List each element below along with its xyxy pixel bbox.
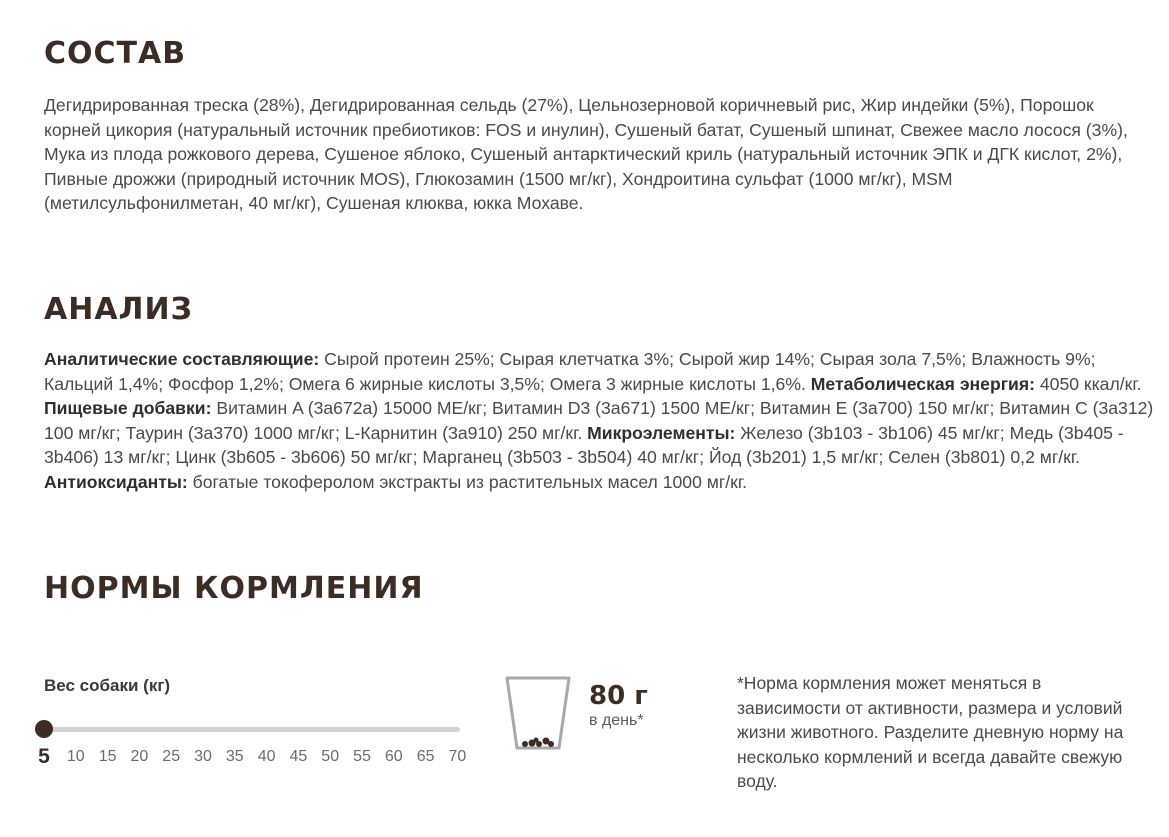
weight-tick-35[interactable]: 35: [225, 748, 244, 765]
composition-title: СОСТАВ: [44, 36, 187, 71]
weight-tick-70[interactable]: 70: [448, 748, 467, 765]
feeding-note: *Норма кормления может меняться в зависимости от активности, размера и условий жизни животного. Разделите дневную норму на несколько кормлений и всегда давайте свежую воду.: [737, 673, 1124, 791]
weight-tick-45[interactable]: 45: [289, 748, 308, 765]
daily-amount-value: 80 г: [589, 681, 648, 711]
analysis-label-trace: Микроэлементы:: [587, 422, 736, 443]
weight-tick-15[interactable]: 15: [98, 748, 117, 765]
weight-tick-60[interactable]: 60: [384, 748, 403, 765]
analysis-text-energy: 4050 ккал/кг.: [1034, 373, 1142, 394]
analysis-text: [44, 347, 1154, 494]
analysis-text-antioxidants: богатые токоферолом экстракты из растительных масел 1000 мг/кг.: [187, 471, 747, 492]
weight-slider-handle[interactable]: [35, 720, 53, 738]
weight-slider-track[interactable]: [44, 727, 460, 732]
weight-tick-40[interactable]: 40: [257, 748, 276, 765]
weight-tick-55[interactable]: 55: [353, 748, 371, 765]
analysis-title: АНАЛИЗ: [44, 292, 193, 327]
weight-tick-5[interactable]: 5: [38, 745, 50, 768]
weight-tick-65[interactable]: 65: [416, 748, 435, 765]
analysis-text-additives: Витамин A (3a672a) 15000 МЕ/кг; Витамин D3 (3a671) 1500 МЕ/кг; Витамин E (3a700) 150 мг/кг; Витамин C (3a312) 100 мг/кг; Таурин (3a370) 1000 мг/кг; L-Карнитин (3a910) 250 мг/кг.: [44, 398, 1154, 443]
dog-weight-label: Вес собаки (кг): [44, 676, 171, 695]
analysis-label-energy: Метаболическая энергия:: [810, 373, 1035, 394]
weight-tick-50[interactable]: 50: [321, 748, 340, 765]
weight-tick-30[interactable]: 30: [194, 748, 212, 765]
weight-tick-25[interactable]: 25: [162, 748, 181, 765]
composition-text: Дегидрированная треска (28%), Дегидрированная сельдь (27%), Цельнозерновой коричневый рис, Жир индейки (5%), Порошок корней цикория (натуральный источник пребиотиков: FOS и инулин), Сушеный батат, Сушеный шпинат, Свежее масло лосося (3%), Мука из плода рожкового дерева, Сушеное яблоко, Сушеный антарктический криль (натуральный источник ЭПК и ДГК кислот, 2%), Пивные дрожжи (природный источник MOS), Глюкозамин (1500 мг/кг), Хондроитина сульфат (1000 мг/кг), MSM (метилсульфонилметан, 40 мг/кг), Сушеная клюква, юкка Мохаве.: [44, 95, 1128, 213]
analysis-label-antioxidants: Антиоксиданты:: [44, 471, 188, 492]
analysis-label-analytical: Аналитические составляющие:: [44, 349, 320, 369]
analysis-text-trace: Железо (3b103 - 3b106) 45 мг/кг; Медь (3b405 - 3b406) 13 мг/кг; Цинк (3b605 - 3b606) 50 мг/кг; Марганец (3b503 - 3b504) 40 мг/кг; Йод (3b201) 1,5 мг/кг; Селен (3b801) 0,2 мг/кг.: [44, 422, 1124, 467]
analysis-text-analytical: Сырой протеин 25%; Сырая клетчатка 3%; Сырой жир 14%; Сырая зола 7,5%; Влажность 9%; Кальций 1,4%; Фосфор 1,2%; Омега 6 жирные кислоты 3,5%; Омега 3 жирные кислоты 1,6%.: [44, 349, 1096, 394]
weight-slider-ticks: [0, 745, 520, 772]
daily-amount-unit: в день*: [589, 712, 644, 729]
analysis-label-additives: Пищевые добавки:: [44, 398, 212, 418]
weight-tick-20[interactable]: 20: [130, 748, 149, 765]
feeding-title: НОРМЫ КОРМЛЕНИЯ: [44, 571, 424, 606]
weight-tick-10[interactable]: 10: [66, 748, 85, 765]
food-bowl-icon: [503, 674, 573, 752]
